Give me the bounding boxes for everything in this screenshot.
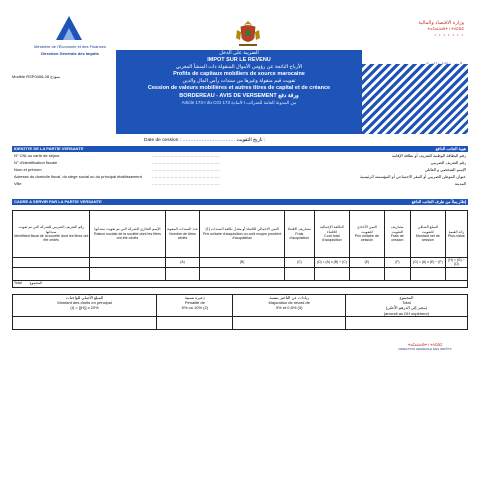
column-header-fr: Montant net de cession: [415, 234, 440, 243]
table-header-row: [13, 211, 468, 258]
identity-label-ar: عنوان الموطن الضريبي أو المقر الاجتماعي أو المؤسسة الرئيسية: [359, 174, 466, 179]
dgi-logo-left: [20, 14, 120, 64]
duties-table: [12, 294, 468, 330]
table-cell-input[interactable]: [410, 267, 445, 280]
column-formula: [13, 258, 90, 268]
duty-formula: (مجبر إلى الدرهم الأعلى): [385, 305, 428, 311]
identity-row: [12, 174, 468, 181]
table-cell-input[interactable]: [13, 267, 90, 280]
column-formula: (C): [284, 258, 314, 268]
duty-value-input[interactable]: [345, 317, 467, 330]
column-formula: (D) = (A) x (B) + (C): [314, 258, 349, 268]
column-header-ar: الثمن الأحادي للتفويت: [357, 225, 377, 234]
duty-header: [345, 295, 467, 317]
payer-title-ar: إطار يملأ من طرف الجانب الدافع: [411, 199, 466, 204]
total-label-ar: المجموع: [29, 281, 43, 286]
identity-input[interactable]: ……………………………………………: [152, 153, 220, 158]
column-header-fr: Prix unitaire d'acquisition ou coût moyen pondéré d'acquisition: [202, 231, 282, 241]
identity-input[interactable]: ……………………………………………: [152, 167, 220, 172]
identity-label-ar: الإسم الشخصي و العائلي: [424, 167, 466, 172]
title-ar-3: تفويت قيم منقولة وغيرها من سندات رأس المال والدين: [182, 78, 296, 85]
title-ar-2: الأرباح الناتجة عن رؤوس الأموال المنقولة ذات المنشأ المغربي: [175, 64, 303, 71]
identity-row: [12, 160, 468, 167]
duty-formula: 5% et 0,5% (3): [275, 305, 303, 311]
decorative-stripes: [362, 64, 468, 134]
column-header-ar: مصاريف التفويت: [391, 225, 404, 234]
column-header: [200, 211, 285, 258]
identity-label-ar: رقم البطاقة الوطنية للتعريف أو بطاقة الإقامة: [391, 153, 466, 158]
identity-label-ar: المدينة: [454, 181, 466, 186]
total-label-fr: Total: [14, 281, 22, 286]
column-formula: (F): [384, 258, 410, 268]
table-cell-input[interactable]: [284, 267, 314, 280]
form-title-banner: [116, 50, 362, 134]
column-header-fr: Frais de cession: [390, 234, 404, 243]
royal-coat-of-arms-icon: [235, 20, 261, 48]
duty-formula-fr: (arrondi au DH supérieur): [383, 310, 430, 316]
column-header-fr: Frais d'acquisition: [289, 231, 310, 241]
duty-label-ar: المبلغ الأصلي للواجبات: [65, 295, 104, 300]
column-header-fr: Identifiant fiscal de la société dont les titres ont été cédés: [14, 234, 89, 243]
identity-row: [12, 167, 468, 174]
duty-header: [157, 295, 233, 317]
duty-value-input[interactable]: [157, 317, 233, 330]
column-header: [314, 211, 349, 258]
identity-input[interactable]: ……………………………………………: [152, 181, 220, 186]
column-header: [90, 211, 165, 258]
duty-label-ar: ذعيرة نسبية: [184, 295, 205, 300]
column-formula: (G) = (A) x (E) − (F): [410, 258, 445, 268]
column-header-ar: المبلغ الصافي للتفويت: [417, 225, 439, 234]
column-header-ar: الإسم التجاري للشركة التي تم تفويت سنداتها: [94, 227, 161, 232]
title-ar-4: ورقة دفع: [278, 92, 299, 99]
duties-value-row: [13, 317, 468, 330]
identity-section-header: [12, 146, 468, 152]
title-ar-1: الضريبة على الدخل: [219, 50, 259, 56]
duty-header: [233, 295, 345, 317]
duties-header-row: [13, 295, 468, 317]
logo-right-tifinagh: ⵜⴰⵎⴰⵡⴰⵙⵜ ⵏ ⵜⴷⵎⵙⵉ: [427, 27, 464, 31]
identity-label-fr: Nom et prénom: [14, 167, 42, 172]
column-header: [410, 211, 445, 258]
table-cell-input[interactable]: [384, 267, 410, 280]
legal-reference: Article 173-I du CGI المادة 173-I من المدونة العامة للضرائب: [181, 99, 297, 105]
duty-label-ar: المجموع: [399, 295, 414, 300]
identity-input[interactable]: ……………………………………………: [152, 160, 220, 165]
title-fr-3: Cession de valeurs mobilières et autres titres de capital et de créance: [147, 85, 331, 92]
column-header-fr: Prix unitaire de cession: [354, 234, 379, 243]
duty-label-fr: Majoration de retard de: [268, 300, 310, 306]
tax-form: [12, 14, 468, 344]
identity-title-fr: IDENTITE DE LA PARTIE VERSANTE: [14, 146, 84, 151]
column-header: [284, 211, 314, 258]
duty-label-fr: Montant des droits en principal: [57, 300, 112, 306]
duty-label-fr: Total: [402, 300, 411, 306]
logo-right-dots: • • • • • • •: [434, 32, 464, 37]
column-header-ar: الثمن الاجمالي للاقتناء أو معدل تكلفة السندات (1): [205, 227, 279, 232]
duty-formula: 5% ou 10% (2): [181, 305, 209, 311]
column-header: [13, 211, 90, 258]
duty-value-input[interactable]: [233, 317, 345, 330]
title-fr-1: IMPOT SUR LE REVENU: [207, 56, 271, 63]
payer-section-header: [12, 199, 468, 205]
column-formula: (H) = (G) − (D): [445, 258, 467, 268]
table-cell-input[interactable]: [314, 267, 349, 280]
cession-date-row: [144, 138, 265, 143]
identity-label-fr: Ville: [14, 181, 22, 186]
footer-dgi-logo: [395, 343, 455, 351]
duty-value-input[interactable]: [13, 317, 157, 330]
date-label-fr: Date de cession :: [144, 138, 182, 143]
column-header-fr: Plus-value: [447, 234, 465, 238]
table-cell-input[interactable]: [445, 267, 467, 280]
logo-right-arabic: وزارة الاقتصاد والمالية: [418, 20, 464, 26]
identity-row: [12, 153, 468, 160]
table-cell-input[interactable]: [90, 267, 165, 280]
identity-label-fr: N° CNI ou carte de séjour: [14, 153, 60, 158]
logo-left-line1: Ministère de l'Économie et des Finances: [34, 44, 106, 49]
table-cell-input[interactable]: [200, 267, 285, 280]
dgi-emblem-icon: [52, 14, 86, 42]
form-code: Modèle RSP0408-28 نموذج: [12, 74, 61, 79]
table-cell-input[interactable]: [165, 267, 200, 280]
identity-label-fr: Adresse du domicile fiscal, du siège social ou du principal établissement: [14, 174, 142, 179]
footer-logo-line2: DIRECTION GÉNÉRALE DES IMPÔTS: [398, 347, 452, 351]
identity-label-fr: N° d'identification fiscale: [14, 160, 58, 165]
column-header-ar: زائد القيمة: [448, 229, 465, 234]
date-field[interactable]: ……………………………: [182, 138, 236, 143]
dgi-logo-right: [368, 20, 464, 60]
column-formula: (B): [200, 258, 285, 268]
column-formula: (E): [350, 258, 385, 268]
column-header-fr: Nombre de titres cédés: [169, 231, 196, 241]
column-header-ar: عدد السندات المفوتة: [166, 227, 199, 232]
column-header-fr: Coût total d'acquisition: [322, 234, 342, 243]
footer-logo-line1: ⵜⴰⵎⴰⵡⴰⵙⵜ ⵏ ⵜⴷⵎⵙⵉ: [407, 343, 443, 347]
column-header-fr: Raison sociale de la société dont les titres ont été cédés: [94, 231, 161, 241]
duty-header: [13, 295, 157, 317]
identity-title-ar: هوية الجانب الدافع: [435, 146, 466, 151]
total-cell: [13, 280, 468, 287]
table-cell-input[interactable]: [350, 267, 385, 280]
duty-label-ar: زيادات عن التأخير بنسبة: [269, 295, 309, 300]
column-formula: [90, 258, 165, 268]
title-line-4: [116, 93, 362, 100]
identity-row: [12, 181, 468, 188]
payer-title-fr: CADRE A SERVIR PAR LA PARTIE VERSANTE: [14, 199, 102, 204]
column-header-ar: رقم التعريف الضريبي للشركة التي تم تفويت سنداتها: [18, 225, 84, 234]
identity-input[interactable]: ……………………………………………: [152, 174, 220, 179]
column-header: [165, 211, 200, 258]
column-header: [384, 211, 410, 258]
duty-formula: (I) = [(H)] x 20%: [70, 305, 99, 311]
column-header-ar: التكلفة الإجمالية للاقتناء: [320, 225, 344, 234]
cession-details-table: [12, 210, 468, 288]
table-total-row: [13, 280, 468, 287]
title-fr-2: Profits de capitaux mobiliers de source marocaine: [173, 70, 305, 77]
title-fr-4: BORDEREAU - AVIS DE VERSEMENT: [179, 92, 277, 99]
column-formula: (A): [165, 258, 200, 268]
date-label-ar: تاريخ التفويت :: [236, 138, 266, 143]
table-row: [13, 267, 468, 280]
duty-label-fr: Pénalité de: [184, 300, 205, 306]
table-formula-row: [13, 258, 468, 268]
column-header: [445, 211, 467, 258]
column-header: [350, 211, 385, 258]
logo-left-line2: Direction Générale des Impôts: [41, 51, 99, 56]
identity-label-ar: رقم التعريف الضريبي: [430, 160, 466, 165]
column-header-ar: مصاريف الاقتناء: [287, 227, 311, 232]
